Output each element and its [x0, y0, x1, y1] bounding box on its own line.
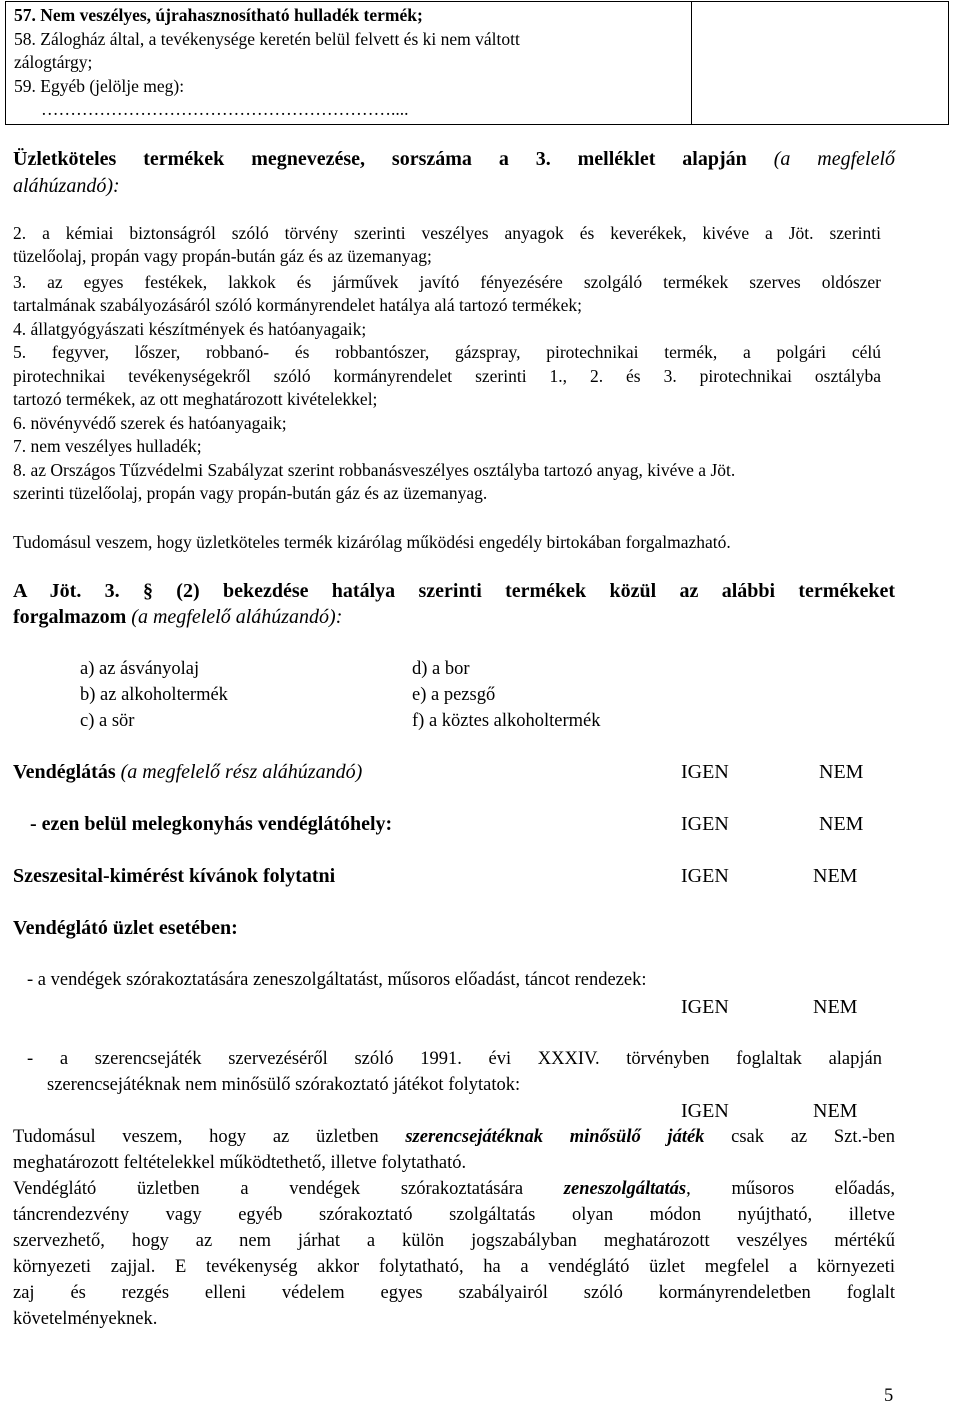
jot-heading: A Jöt. 3. § (2) bekezdése hatálya szerinti termékek közül az alábbi termékeket	[13, 580, 895, 602]
tudomasul-2-part3: csak az Szt.-ben	[731, 1127, 895, 1147]
zeneszolgaltatas-igen[interactable]: IGEN	[681, 996, 729, 1018]
list-item-6: 6. növényvédő szerek és hatóanyagaik;	[13, 413, 287, 433]
tudomasul-notice-1: Tudomásul veszem, hogy üzletköteles termék kizárólag működési engedély birtokában forgalmazható.	[13, 532, 731, 552]
list-item-5: 5. fegyver, lőszer, robbanó- és robbantószer, gázspray, pirotechnikai termék, a polgári célú	[13, 342, 881, 362]
table-divider	[691, 2, 692, 124]
list-item-5-cont: pirotechnikai tevékenységekről szóló kormányrendelet szerinti 1., 2. és 3. pirotechnikai osztályba	[13, 366, 881, 386]
tudomasul-notice-2-cont: meghatározott feltételekkel működtethető, illetve folytatható.	[13, 1153, 467, 1173]
vendeglato-para-l1	[13, 1176, 895, 1202]
item-58: 58. Zálogház által, a tevékenysége keretén belül felvett és ki nem váltott	[14, 29, 520, 49]
list-item-8: 8. az Országos Tűzvédelmi Szabályzat szerint robbanásveszélyes osztályba tartozó anyag, kivéve a Jöt.	[13, 460, 736, 480]
tudomasul-notice-2	[13, 1124, 895, 1150]
tudomasul-2-emphasis: szerencsejátéknak minősülő játék	[405, 1127, 705, 1147]
zeneszolgaltatas-nem[interactable]: NEM	[813, 996, 858, 1018]
uzletkoteles-heading-italic-2: aláhúzandó):	[13, 175, 120, 197]
melegkonyha-igen[interactable]: IGEN	[681, 813, 729, 835]
tudomasul-2-part1: Tudomásul veszem, hogy az üzletben	[13, 1127, 379, 1147]
szerencsejatek-igen[interactable]: IGEN	[681, 1100, 729, 1122]
uzletkoteles-heading-italic: (a megfelelő	[773, 148, 896, 170]
item-57: 57. Nem veszélyes, újrahasznosítható hulladék termék;	[14, 5, 423, 25]
list-item-4: 4. állatgyógyászati készítmények és hatóanyagaik;	[13, 319, 367, 339]
uzletkoteles-heading-bold: Üzletköteles termékek megnevezése, sorszáma a 3. melléklet alapján	[13, 148, 747, 170]
list-item-8-cont: szerinti tüzelőolaj, propán vagy propán-bután gáz és az üzemanyag.	[13, 483, 488, 503]
vendeglato-para-l3: szervezhető, hogy az nem járhat a külön jogszabályban meghatározott veszélyes mértékű	[13, 1231, 895, 1251]
item-59: 59. Egyéb (jelölje meg):	[14, 76, 185, 96]
vendeglatas-nem[interactable]: NEM	[819, 761, 864, 783]
product-e[interactable]: e) a pezsgő	[412, 685, 496, 705]
vendeglatas-igen[interactable]: IGEN	[681, 761, 729, 783]
list-item-3-cont: tartalmának szabályozásáról szóló kormányrendelet hatálya alá tartozó termékek;	[13, 295, 582, 315]
szerencsejatek-nem[interactable]: NEM	[813, 1100, 858, 1122]
product-b[interactable]: b) az alkoholtermék	[80, 685, 228, 705]
vendeglatas-bold: Vendéglátás	[13, 761, 116, 783]
product-a[interactable]: a) az ásványolaj	[80, 659, 200, 679]
vendeglato-para-l5: zaj és rezgés elleni védelem egyes szabályairól szóló kormányrendeletben foglalt	[13, 1283, 895, 1303]
zeneszolgaltatas-question: - a vendégek szórakoztatására zeneszolgáltatást, műsoros előadást, táncot rendezek:	[27, 970, 647, 990]
list-item-2-cont: tüzelőolaj, propán vagy propán-bután gáz és az üzemanyag;	[13, 246, 432, 266]
top-table	[5, 1, 949, 125]
page-number: 5	[884, 1386, 894, 1406]
vendeglato-para-l1c: , műsoros előadás,	[686, 1179, 895, 1199]
list-item-2: 2. a kémiai biztonságról szóló törvény szerinti veszélyes anyagok és keverékek, kivéve a Jöt. szerinti	[13, 223, 881, 243]
vendeglato-para-l1a: Vendéglátó üzletben a vendégek szórakoztatására	[13, 1179, 524, 1199]
melegkonyha-label: - ezen belül melegkonyhás vendéglátóhely:	[30, 813, 393, 835]
vendeglatas-label	[13, 759, 362, 785]
szerencsejatek-question: - a szerencsejáték szervezéséről szóló 1991. évi XXXIV. törvényben foglaltak alapján	[27, 1049, 882, 1069]
item-58-cont: zálogtárgy;	[14, 52, 93, 72]
product-d[interactable]: d) a bor	[412, 659, 470, 679]
vendeglatas-italic: (a megfelelő rész aláhúzandó)	[120, 761, 363, 783]
list-item-5-cont2: tartozó termékek, az ott meghatározott kivételekkel;	[13, 389, 378, 409]
vendeglato-uzlet-heading: Vendéglátó üzlet esetében:	[13, 917, 238, 939]
product-f[interactable]: f) a köztes alkoholtermék	[412, 711, 601, 731]
jot-instruction: (a megfelelő aláhúzandó):	[131, 606, 343, 628]
product-c[interactable]: c) a sör	[80, 711, 135, 731]
melegkonyha-nem[interactable]: NEM	[819, 813, 864, 835]
vendeglato-para-l6: követelményeknek.	[13, 1309, 158, 1329]
jot-forgalmazom: forgalmazom	[13, 606, 127, 628]
item-59-dots: ……………………………………………………....	[41, 99, 409, 119]
list-item-3: 3. az egyes festékek, lakkok és járművek javító fényezésére szolgáló termékek szerves oldószer	[13, 272, 881, 292]
jot-heading-line2	[13, 604, 342, 630]
szeszesital-nem[interactable]: NEM	[813, 865, 858, 887]
szeszesital-label: Szeszesital-kimérést kívánok folytatni	[13, 865, 336, 887]
szerencsejatek-question-cont: szerencsejátéknak nem minősülő szórakoztató játékot folytatok:	[47, 1075, 521, 1095]
uzletkoteles-heading	[13, 146, 895, 172]
list-item-7: 7. nem veszélyes hulladék;	[13, 436, 202, 456]
szeszesital-igen[interactable]: IGEN	[681, 865, 729, 887]
vendeglato-para-l2: táncrendezvény vagy egyéb szórakoztató szolgáltatás olyan módon nyújtható, illetve	[13, 1205, 895, 1225]
vendeglato-para-l4: környezeti zajjal. E tevékenység akkor folytatható, ha a vendéglátó üzlet megfelel a környezeti	[13, 1257, 895, 1277]
vendeglato-para-emphasis: zeneszolgáltatás	[563, 1179, 687, 1199]
